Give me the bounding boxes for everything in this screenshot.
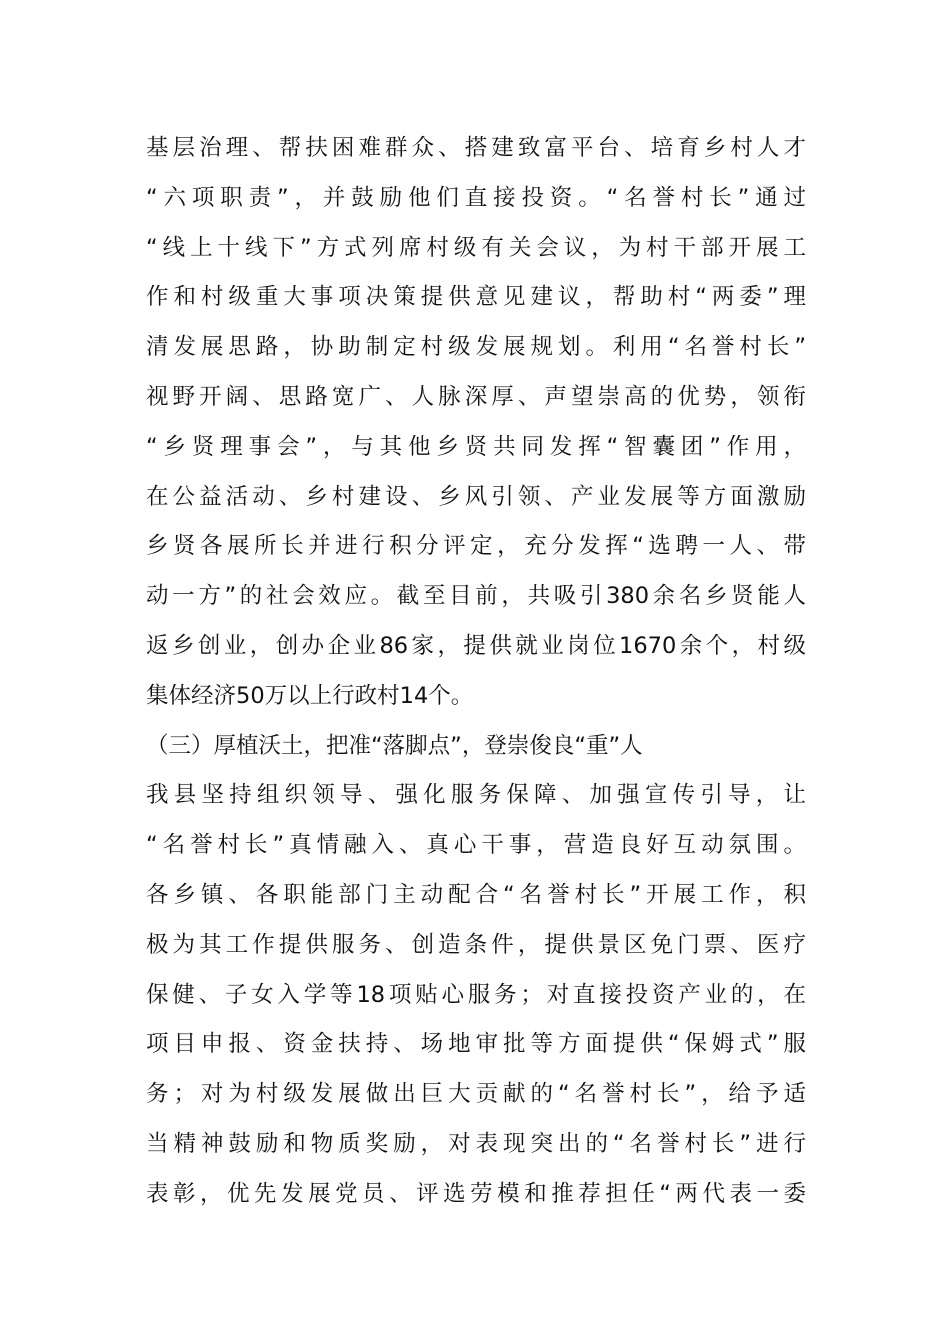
text-line: 基层治理、帮扶困难群众、搭建致富平台、培育乡村人才 xyxy=(146,135,806,161)
text-line: 项目申报、资金扶持、场地审批等方面提供“保姆式”服 xyxy=(146,1031,806,1058)
text-line: 集体经济50万以上行政村14个。 xyxy=(146,682,474,709)
text-line: 我县坚持组织领导、强化服务保障、加强宣传引导，让 xyxy=(146,782,806,809)
text-line: 返乡创业，创办企业86家，提供就业岗位1670余个，村级 xyxy=(146,632,806,659)
body-text xyxy=(146,124,806,1220)
text-line: “名誉村长”真情融入、真心干事，营造良好互动氛围。 xyxy=(146,832,806,859)
text-line: 视野开阔、思路宽广、人脉深厚、声望崇高的优势，领衔 xyxy=(146,383,806,410)
section-heading: （三）厚植沃土，把准“落脚点”，登崇俊良“重”人 xyxy=(146,732,643,759)
text-line: 乡贤各展所长并进行积分评定，充分发挥“选聘一人、带 xyxy=(146,533,806,560)
text-line: 在公益活动、乡村建设、乡风引领、产业发展等方面激励 xyxy=(146,483,806,510)
text-line: “线上十线下”方式列席村级有关会议，为村干部开展工 xyxy=(146,234,806,261)
text-line: 各乡镇、各职能部门主动配合“名誉村长”开展工作，积 xyxy=(146,881,806,908)
text-line: “六项职责”，并鼓励他们直接投资。“名誉村长”通过 xyxy=(146,184,806,211)
text-line: “乡贤理事会”，与其他乡贤共同发挥“智囊团”作用， xyxy=(146,433,806,460)
text-line: 作和村级重大事项决策提供意见建议，帮助村“两委”理 xyxy=(146,284,806,311)
text-line: 极为其工作提供服务、创造条件，提供景区免门票、医疗 xyxy=(146,931,806,958)
text-line: 当精神鼓励和物质奖励，对表现突出的“名誉村长”进行 xyxy=(146,1130,806,1157)
text-line: 清发展思路，协助制定村级发展规划。利用“名誉村长” xyxy=(146,334,806,361)
text-line: 动一方”的社会效应。截至目前，共吸引380余名乡贤能人 xyxy=(146,583,806,610)
text-line: 保健、子女入学等18项贴心服务；对直接投资产业的，在 xyxy=(146,981,806,1008)
text-line: 表彰，优先发展党员、评选劳模和推荐担任“两代表一委 xyxy=(146,1180,806,1207)
text-line: 务；对为村级发展做出巨大贡献的“名誉村长”，给予适 xyxy=(146,1081,806,1108)
